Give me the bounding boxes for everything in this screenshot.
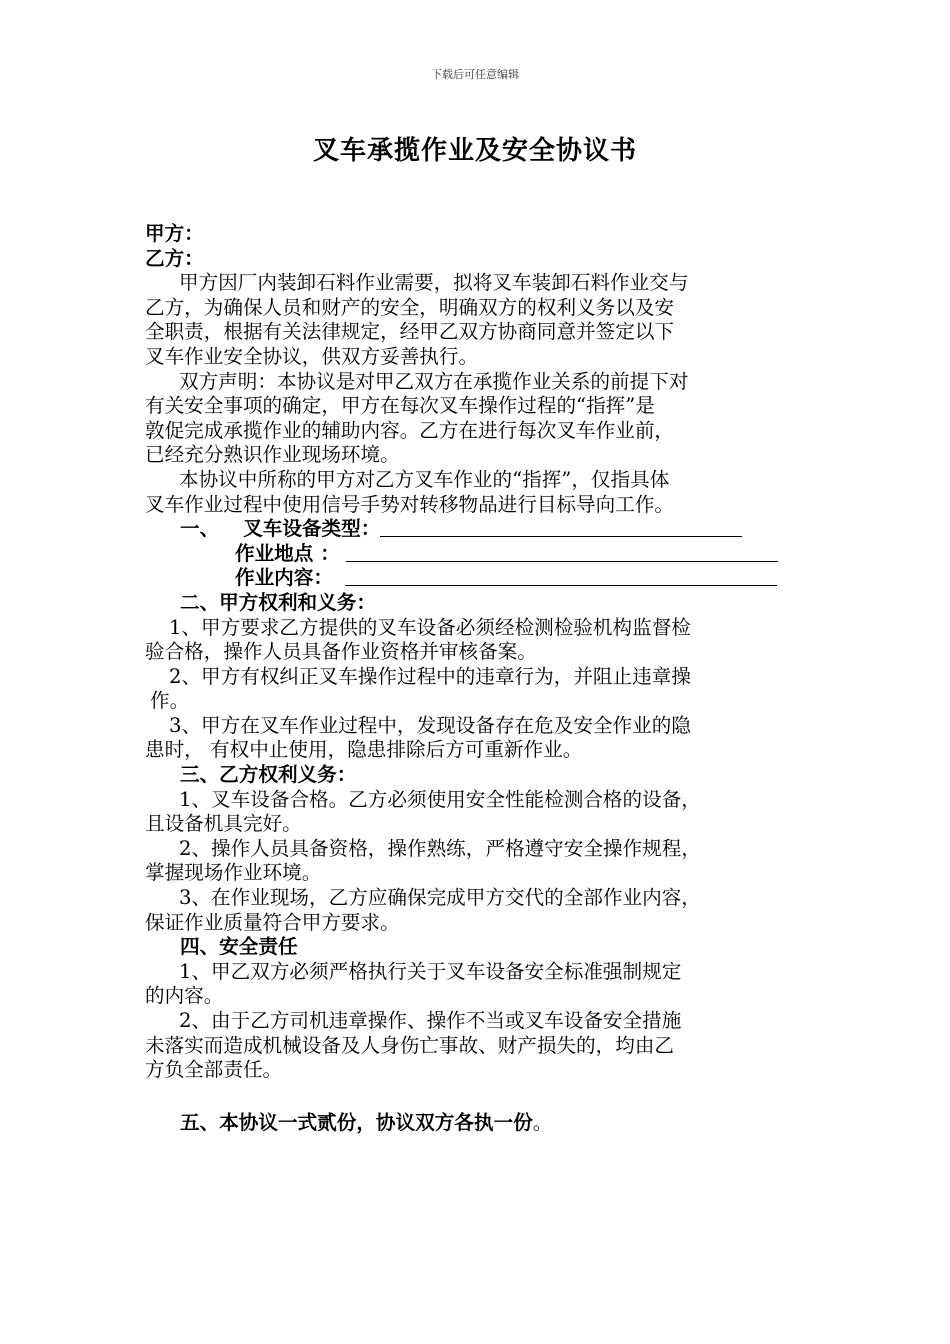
statement-line: 敦促完成承揽作业的辅助内容。乙方在进行每次叉车作业前， bbox=[145, 418, 675, 442]
section4-heading: 四、安全责任 bbox=[180, 935, 298, 959]
work-content-blank[interactable] bbox=[345, 567, 777, 586]
work-content-row bbox=[145, 566, 817, 591]
section4-item: 的内容。 bbox=[145, 984, 224, 1008]
section2-item: 作。 bbox=[150, 689, 190, 713]
work-location-row bbox=[145, 542, 817, 567]
intro-line: 叉车作业安全协议，供双方妥善执行。 bbox=[145, 344, 479, 368]
section2-item: 3、甲方在叉车作业过程中，发现设备存在危及安全作业的隐 bbox=[169, 713, 691, 737]
work-location-label: 作业地点 ： bbox=[235, 541, 340, 565]
section5-text: 五、本协议一式贰份，协议双方各执一份 bbox=[180, 1110, 533, 1134]
section5-statement bbox=[145, 1111, 817, 1136]
section4-item: 方负全部责任。 bbox=[145, 1058, 283, 1082]
intro-line: 乙方，为确保人员和财产的安全，明确双方的权利义务以及安 bbox=[145, 295, 675, 319]
party-b-label: 乙方： bbox=[145, 246, 204, 270]
equipment-type-blank[interactable] bbox=[380, 518, 742, 537]
section4-item: 未落实而造成机械设备及人身伤亡事故、财产损失的，均由乙 bbox=[145, 1033, 675, 1057]
command-line: 叉车作业过程中使用信号手势对转移物品进行目标导向工作。 bbox=[145, 492, 675, 516]
equipment-type-label: 叉车设备类型： bbox=[243, 517, 381, 541]
section2-item: 验合格，操作人员具备作业资格并审核备案。 bbox=[145, 640, 537, 664]
command-line: 本协议中所称的甲方对乙方叉车作业的“指挥”，仅指具体 bbox=[179, 467, 670, 491]
section2-item: 2、甲方有权纠正叉车操作过程中的违章行为，并阻止违章操 bbox=[169, 664, 691, 688]
document-body bbox=[145, 222, 817, 1135]
intro-line: 甲方因厂内装卸石料作业需要，拟将叉车装卸石料作业交与 bbox=[179, 271, 689, 295]
party-a-label: 甲方： bbox=[145, 222, 204, 245]
intro-line: 全职责，根据有关法律规定，经甲乙双方协商同意并签定以下 bbox=[145, 320, 675, 344]
section5-end: 。 bbox=[532, 1110, 553, 1134]
section3-item: 保证作业质量符合甲方要求。 bbox=[145, 910, 400, 934]
statement-line: 已经充分熟识作业现场环境。 bbox=[145, 443, 400, 467]
section3-item: 2、操作人员具备资格，操作熟练，严格遵守安全操作规程， bbox=[179, 836, 701, 860]
section1-number: 一、 bbox=[180, 517, 220, 541]
header-note: 下载后可任意编辑 bbox=[431, 68, 519, 81]
section4-item: 2、由于乙方司机违章操作、操作不当或叉车设备安全措施 bbox=[179, 1009, 682, 1032]
work-location-blank[interactable] bbox=[346, 543, 778, 562]
statement-line: 有关安全事项的确定，甲方在每次叉车操作过程的“指挥”是 bbox=[145, 394, 655, 418]
section3-heading: 三、乙方权利义务： bbox=[180, 763, 357, 787]
equipment-type-row bbox=[145, 517, 817, 542]
section3-item: 1、叉车设备合格。乙方必须使用安全性能检测合格的设备， bbox=[179, 787, 701, 811]
section3-item: 且设备机具完好。 bbox=[145, 812, 302, 836]
section4-item: 1、甲乙双方必须严格执行关于叉车设备安全标准强制规定 bbox=[179, 959, 682, 983]
document-title: 叉车承揽作业及安全协议书 bbox=[312, 136, 637, 166]
section3-item: 掌握现场作业环境。 bbox=[145, 861, 322, 885]
section2-heading: 二、甲方权利和义务： bbox=[180, 590, 376, 614]
statement-line: 双方声明：本协议是对甲乙双方在承揽作业关系的前提下对 bbox=[179, 369, 689, 393]
section2-item: 患时， 有权中止使用，隐患排除后方可重新作业。 bbox=[145, 738, 583, 762]
section3-item: 3、在作业现场，乙方应确保完成甲方交代的全部作业内容， bbox=[179, 886, 701, 910]
work-content-label: 作业内容： bbox=[235, 566, 333, 590]
section2-item: 1、甲方要求乙方提供的叉车设备必须经检测检验机构监督检 bbox=[169, 615, 691, 639]
